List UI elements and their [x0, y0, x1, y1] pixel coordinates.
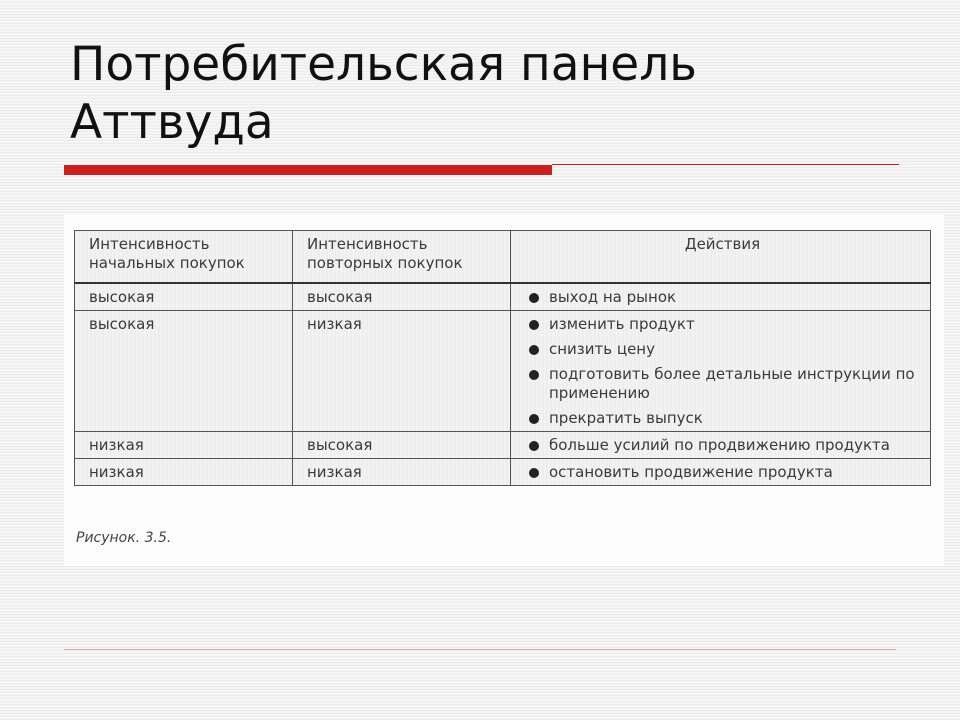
cell-actions: [511, 458, 931, 485]
action-item: [525, 365, 920, 403]
table-row: [75, 458, 931, 485]
scanned-figure: [64, 214, 944, 566]
action-item: [525, 436, 920, 455]
table-row: [75, 283, 931, 311]
slide-title: [70, 36, 890, 152]
slide-title-line-2: Аттвуда: [70, 95, 274, 150]
action-item: [525, 288, 920, 307]
action-text: подготовить более детальные инструкции по применению: [549, 364, 915, 402]
table-row: [75, 431, 931, 458]
bullet-icon: [529, 414, 539, 424]
title-accent-line: [552, 164, 899, 165]
action-text: изменить продукт: [549, 314, 695, 333]
action-text: снизить цену: [549, 339, 655, 358]
footer-divider: [64, 649, 896, 650]
header-actions: Действия: [511, 231, 931, 283]
table-row: [75, 310, 931, 431]
action-text: остановить продвижение продукта: [549, 462, 833, 481]
slide-title-line-1: Потребительская панель: [70, 37, 697, 92]
action-text: прекратить выпуск: [549, 408, 703, 427]
bullet-icon: [529, 293, 539, 303]
action-item: [525, 340, 920, 359]
cell-actions: [511, 310, 931, 431]
action-item: [525, 463, 920, 482]
cell-repeat: низкая: [293, 458, 511, 485]
bullet-icon: [529, 468, 539, 478]
cell-repeat: высокая: [293, 283, 511, 311]
action-text: больше усилий по продвижению продукта: [549, 435, 890, 454]
action-item: [525, 409, 920, 428]
header-repeat-purchases: Интенсивность повторных покупок: [293, 231, 511, 283]
bullet-icon: [529, 320, 539, 330]
cell-initial: высокая: [75, 283, 293, 311]
header-initial-purchases: Интенсивность начальных покупок: [75, 231, 293, 283]
bullet-icon: [529, 345, 539, 355]
action-item: [525, 315, 920, 334]
bullet-icon: [529, 441, 539, 451]
cell-repeat: низкая: [293, 310, 511, 431]
table-header-row: [75, 231, 931, 283]
cell-initial: высокая: [75, 310, 293, 431]
cell-actions: [511, 431, 931, 458]
bullet-icon: [529, 370, 539, 380]
cell-actions: [511, 283, 931, 311]
cell-initial: низкая: [75, 458, 293, 485]
atwood-panel-table: [74, 230, 931, 486]
cell-repeat: высокая: [293, 431, 511, 458]
action-text: выход на рынок: [549, 287, 677, 306]
figure-caption: Рисунок. 3.5.: [76, 530, 172, 546]
cell-initial: низкая: [75, 431, 293, 458]
title-accent-bar: [64, 165, 552, 175]
